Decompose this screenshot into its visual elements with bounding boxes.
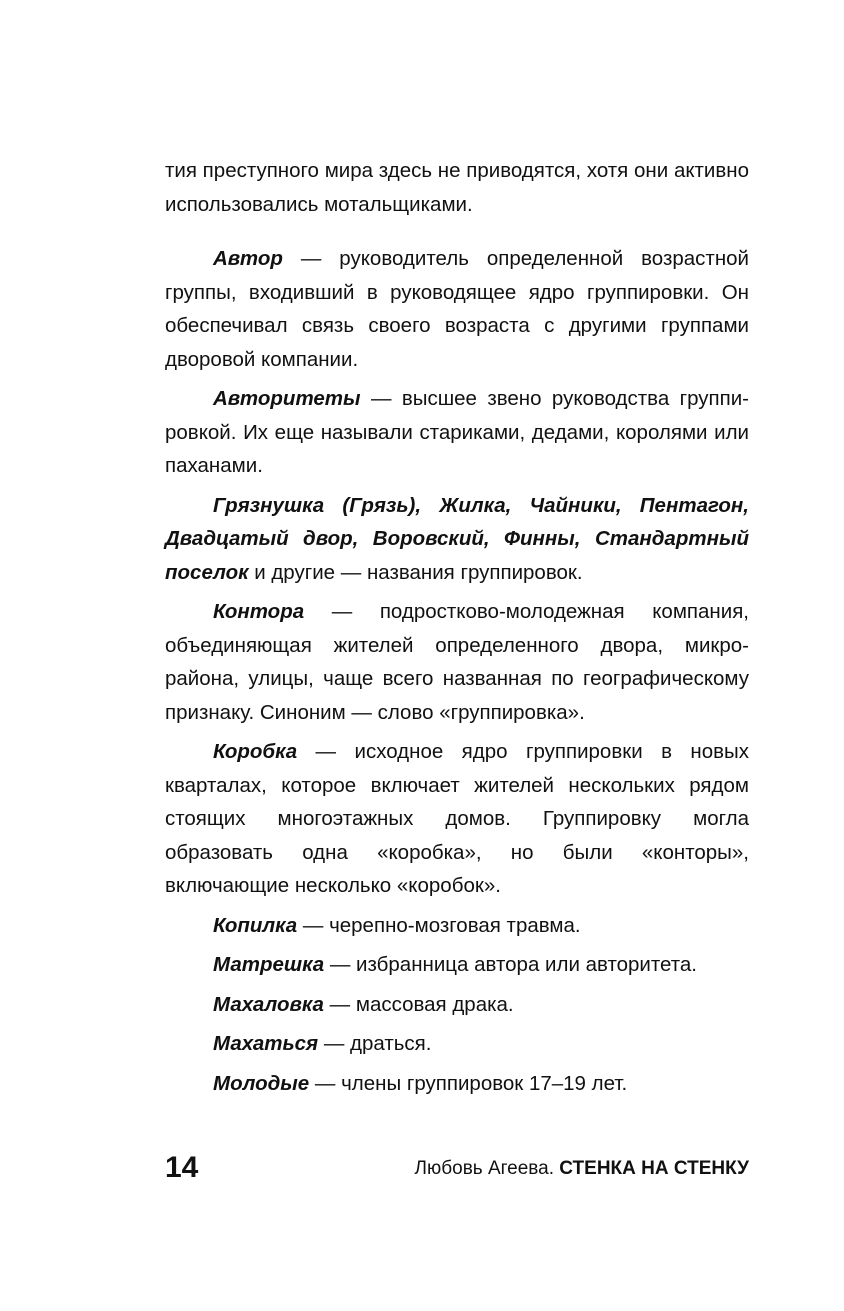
glossary-definition: — черепно-мозговая травма.: [297, 913, 581, 937]
glossary-definition: и другие — названия группировок.: [248, 560, 583, 584]
glossary-term: Контора: [213, 600, 305, 623]
glossary-term: Автор: [213, 247, 283, 270]
glossary-term: Авторитеты: [213, 387, 361, 410]
glossary-term: Копилка: [213, 913, 298, 937]
glossary-term: Коробка: [213, 740, 298, 763]
glossary-entry-molodye: [165, 1067, 749, 1101]
glossary-definition: — члены группировок 17–19 лет.: [309, 1071, 628, 1095]
book-author: Любовь Агеева.: [414, 1158, 560, 1179]
glossary-entry-makhalovka: [165, 988, 749, 1022]
glossary-entry-avtoritety: [165, 382, 749, 483]
glossary-entry-group-names: [165, 489, 749, 590]
glossary-term: Грязнушка (Грязь), Жилка, Чайники, Пентагон, Двадцатый двор, Воровский, Финны, Стандартный поселок: [165, 493, 749, 584]
glossary-term: Молодые: [213, 1071, 310, 1095]
intro-paragraph: тия преступного мира здесь не приводятся, хотя они активно использовались мотальщиками.: [165, 159, 749, 216]
glossary-term: Махаться: [213, 1032, 319, 1055]
running-head: [415, 1154, 749, 1184]
glossary-entry-makhatsya: [165, 1027, 749, 1061]
glossary-term: Матрешка: [213, 953, 325, 976]
glossary-definition: — руководитель определенной возрастной группы, входивший в руководящее ядро группировки. Он обеспечивал связь своего возраста с другими группами дворовой компании.: [165, 247, 749, 371]
page-body: [165, 154, 749, 1106]
glossary-definition: — исходное ядро группировки в новых кварталах, которое включает жителей нескольких рядом стоящих многоэтажных домов. Группировку могла образовать одна «коробка», но были «конторы», включающие несколько «коробок».: [165, 740, 749, 897]
glossary-definition: — драться.: [318, 1032, 432, 1055]
glossary-entry-avtor: [165, 242, 749, 376]
glossary-term: Махаловка: [213, 992, 324, 1016]
glossary-entry-korobka: [165, 735, 749, 903]
book-title: СТЕНКА НА СТЕНКУ: [559, 1158, 749, 1179]
glossary-definition: — массовая драка.: [323, 992, 514, 1016]
page-number: 14: [165, 1151, 199, 1184]
glossary-entry-kontora: [165, 595, 749, 729]
glossary-definition: — избранница автора или авторитета.: [324, 953, 697, 976]
glossary-entry-matreshka: [165, 948, 749, 982]
page-footer: [165, 1148, 749, 1188]
glossary-entry-kopilka: [165, 909, 749, 943]
glossary-definition: — высшее звено руководства группировкой. Их еще называли стариками, дедами, королями или паханами.: [165, 387, 749, 477]
glossary-definition: — подростково-молодежная компания, объединяющая жителей определенного двора, микрорайона, улицы, чаще всего названная по географическому признаку. Синоним — слово «группировка».: [165, 600, 749, 724]
